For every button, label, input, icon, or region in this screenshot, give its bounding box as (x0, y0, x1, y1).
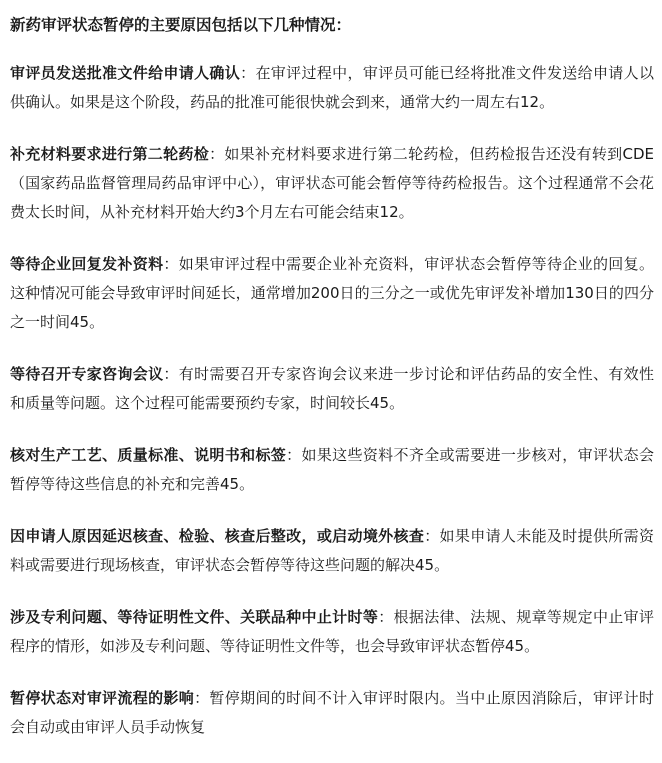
intro-heading: 新药审评状态暂停的主要原因包括以下几种情况： (10, 16, 352, 34)
section-second-drug-inspection (10, 140, 654, 227)
section-term: 涉及专利问题、等待证明性文件、关联品种中止计时等 (10, 608, 379, 626)
section-term: 等待企业回复发补资料 (10, 255, 164, 273)
section-text: ：在审评过程中，审评员可能已经将批准文件发送给申请人以供确认。如果是这个阶段，药品的批准可能很快就会到来，通常大约一周左右12。 (10, 64, 654, 111)
section-text: ：暂停期间的时间不计入审评时限内。当中止原因消除后，审评计时会自动或由审评人员手动恢复 (10, 689, 654, 736)
section-text: ：如果这些资料不齐全或需要进一步核对，审评状态会暂停等待这些信息的补充和完善45。 (10, 446, 654, 493)
section-term: 补充材料要求进行第二轮药检 (10, 145, 210, 163)
section-text: ：如果补充材料要求进行第二轮药检，但药检报告还没有转到CDE（国家药品监督管理局药品审评中心），审评状态可能会暂停等待药检报告。这个过程通常不会花费太长时间，从补充材料开始大约3个月左右可能会结束12。 (10, 145, 654, 221)
section-term: 因申请人原因延迟核查、检验、核查后整改，或启动境外核查 (10, 527, 425, 545)
section-text: ：如果申请人未能及时提供所需资料或需要进行现场核查，审评状态会暂停等待这些问题的解决45。 (10, 527, 654, 574)
section-applicant-delay-inspection (10, 522, 654, 580)
section-expert-meeting (10, 360, 654, 418)
section-text: ：如果审评过程中需要企业补充资料，审评状态会暂停等待企业的回复。这种情况可能会导致审评时间延长，通常增加200日的三分之一或优先审评发补增加130日的四分之一时间45。 (10, 255, 654, 331)
section-term: 核对生产工艺、质量标准、说明书和标签 (10, 446, 287, 464)
section-review-approval-confirmation (10, 59, 654, 117)
section-term: 审评员发送批准文件给申请人确认 (10, 64, 241, 82)
section-term: 暂停状态对审评流程的影响 (10, 689, 195, 707)
section-pause-impact (10, 684, 654, 742)
section-term: 等待召开专家咨询会议 (10, 365, 164, 383)
section-text: ：有时需要召开专家咨询会议来进一步讨论和评估药品的安全性、有效性和质量等问题。这个过程可能需要预约专家，时间较长45。 (10, 365, 654, 412)
section-awaiting-supplement (10, 250, 654, 337)
section-verify-process-labels (10, 441, 654, 499)
section-patent-issues (10, 603, 654, 661)
section-text: ：根据法律、法规、规章等规定中止审评程序的情形，如涉及专利问题、等待证明性文件等，也会导致审评状态暂停45。 (10, 608, 654, 655)
